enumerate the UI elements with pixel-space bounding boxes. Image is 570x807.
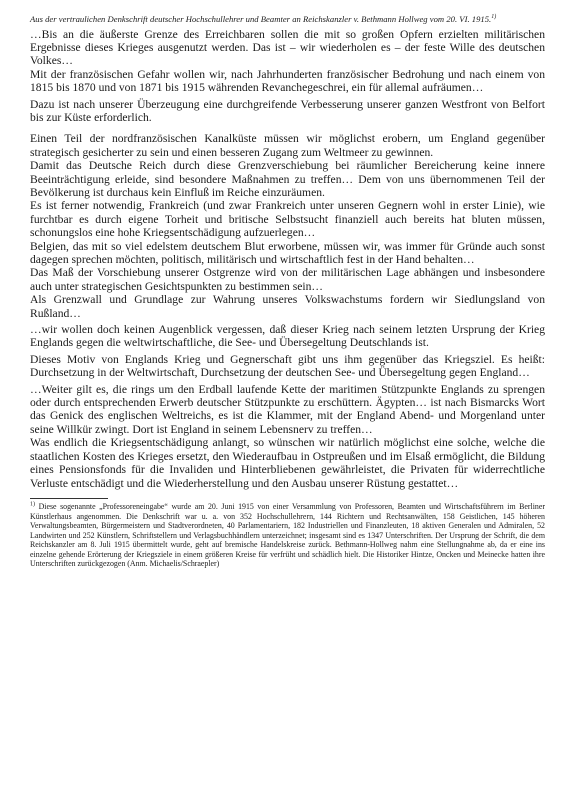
paragraph-3: Dazu ist nach unserer Überzeugung eine durchgreifende Verbesserung unserer ganzen Westfront von Belfort bis zur Küste erforderlich.: [30, 97, 545, 124]
paragraph-8: Das Maß der Vorschiebung unserer Ostgrenze wird von der militärischen Lage abhängen und insbesondere auch unter strategischen Gesichtspunkten zu bestimmen sein…: [30, 266, 545, 293]
paragraph-9: Als Grenzwall und Grundlage zur Wahrung unseres Volkswachstums fordern wir Siedlungsland von Rußland…: [30, 293, 545, 320]
paragraph-10: …wir wollen doch keinen Augenblick vergessen, daß dieser Krieg nach seinem letzten Ursprung der Krieg Englands gegen die weltwirtschaftliche, die See- und Übersegeltung Deutschlands ist.: [30, 323, 545, 350]
paragraph-7: Belgien, das mit so viel edelstem deutschem Blut erworbene, müssen wir, was immer für Gründe auch sonst dagegen sprechen möchten, politisch, militärisch und wirtschaftlich fest in der Hand behalten…: [30, 239, 545, 266]
document-page: [30, 14, 545, 569]
footnote-marker: 1): [30, 501, 35, 508]
paragraph-11: Dieses Motiv von Englands Krieg und Gegnerschaft gibt uns ihm gegenüber das Kriegsziel. Es heißt: Durchsetzung in der Weltwirtschaft, Durchsetzung der deutschen See- und Übersegeltung gegen England…: [30, 352, 545, 380]
paragraph-4: Einen Teil der nordfranzösischen Kanalküste müssen wir möglichst erobern, um England gegenüber strategisch gesicherter zu sein und einen besseren Zugang zum Weltmeer zu gewinnen.: [30, 132, 545, 159]
paragraph-13: Was endlich die Kriegsentschädigung anlangt, so wünschen wir natürlich möglichst eine solche, welche die staatlichen Kosten des Krieges ersetzt, den Wiederaufbau in Ostpreußen und im Elsaß ermöglicht, die Bildung eines Pensionsfonds für die Invaliden und Hinterbliebenen gewährleistet, die Privaten für widerrechtliche Verluste entschädigt und die Wiederherstellung und den Ausbau unserer Rüstung gestattet…: [30, 436, 545, 490]
source-line: Aus der vertraulichen Denkschrift deutscher Hochschullehrer und Beamter an Reichskanzler v. Bethmann Hollweg vom 20. VI. 1915.: [30, 14, 492, 24]
paragraph-1: …Bis an die äußerste Grenze des Erreichbaren sollen die mit so großen Opfern erzielten militärischen Ergebnisse dieses Krieges ausgenutzt werden. Das ist – wir wiederholen es – der feste Wille des deutschen Volkes…: [30, 27, 545, 68]
footnote-text: Diese sogenannte „Professoreneingabe“ wurde am 20. Juni 1915 von einer Versammlung von Professoren, Beamten und Wirtschaftsführern im Berliner Künstlerhaus angenommen. Die Denkschrift war u. a. von 352 Hochschullehrern, 144 Richtern und Rechtsanwälten, 158 Geistlichen, 145 höheren Verwaltungsbeamten, Bürgermeistern und Stadtverordneten, 40 Parlamentariern, 182 Industriellen und Finanzleuten, 18 aktiven Generalen und Admiralen, 52 Landwirten und 252 Künstlern, Schriftstellern und Verlagsbuchhändlern unterzeichnet; insgesamt sind es 1347 Unterschriften. Der Ursprung der Schrift, die dem Reichskanzler am 8. Juli 1915 übermittelt wurde, geht auf bremische Handelskreise zurück. Bethmann-Hollweg nahm eine Stellungnahme ab, da er eine ins einzelne gehende Erörterung der Kriegsziele in einem größeren Kreise für verfrüht und schädlich hielt. Die Historiker Hintze, Oncken und Meinecke hatten ihre Unterschriften zurückgezogen (Anm. Michaelis/Schraepler): [30, 501, 545, 569]
paragraph-2: Mit der französischen Gefahr wollen wir, nach Jahrhunderten französischer Bedrohung und nach einem von 1815 bis 1870 und von 1871 bis 1915 währenden Revanchegeschrei, ein für allemal aufräumen…: [30, 67, 545, 95]
footnote-divider: [30, 498, 108, 499]
footnote-reference: 1): [491, 14, 497, 21]
paragraph-12: …Weiter gilt es, die rings um den Erdball laufende Kette der maritimen Stützpunkte Englands zu sprengen oder durch entsprechenden Erwerb deutscher Stützpunkte zu erschüttern. Ägypten… ist nach Bismarcks Wort das Genick des englischen Weltreichs, es ist die Klammer, mit der England Abend- und Morgenland unter seine Willkür zwingt. Dort ist England in seinem Lebensnerv zu treffen…: [30, 382, 545, 436]
source-header: [30, 14, 545, 25]
footnote: [30, 502, 545, 569]
paragraph-6: Es ist ferner notwendig, Frankreich (und zwar Frankreich unter unseren Gegnern wohl in erster Linie), wie furchtbar es durch eigene Torheit und britische Selbstsucht finanziell auch bereits hat bluten müssen, schonungslos eine hohe Kriegsentschädigung aufzuerlegen…: [30, 199, 545, 240]
paragraph-5: Damit das Deutsche Reich durch diese Grenzverschiebung bei räumlicher Bereicherung keine innere Beeinträchtigung erleide, sind besondere Maßnahmen zu treffen… Dem von uns übernommenen Teil der Bevölkerung ist durchaus kein Einfluß im Reiche einzuräumen.: [30, 159, 545, 199]
